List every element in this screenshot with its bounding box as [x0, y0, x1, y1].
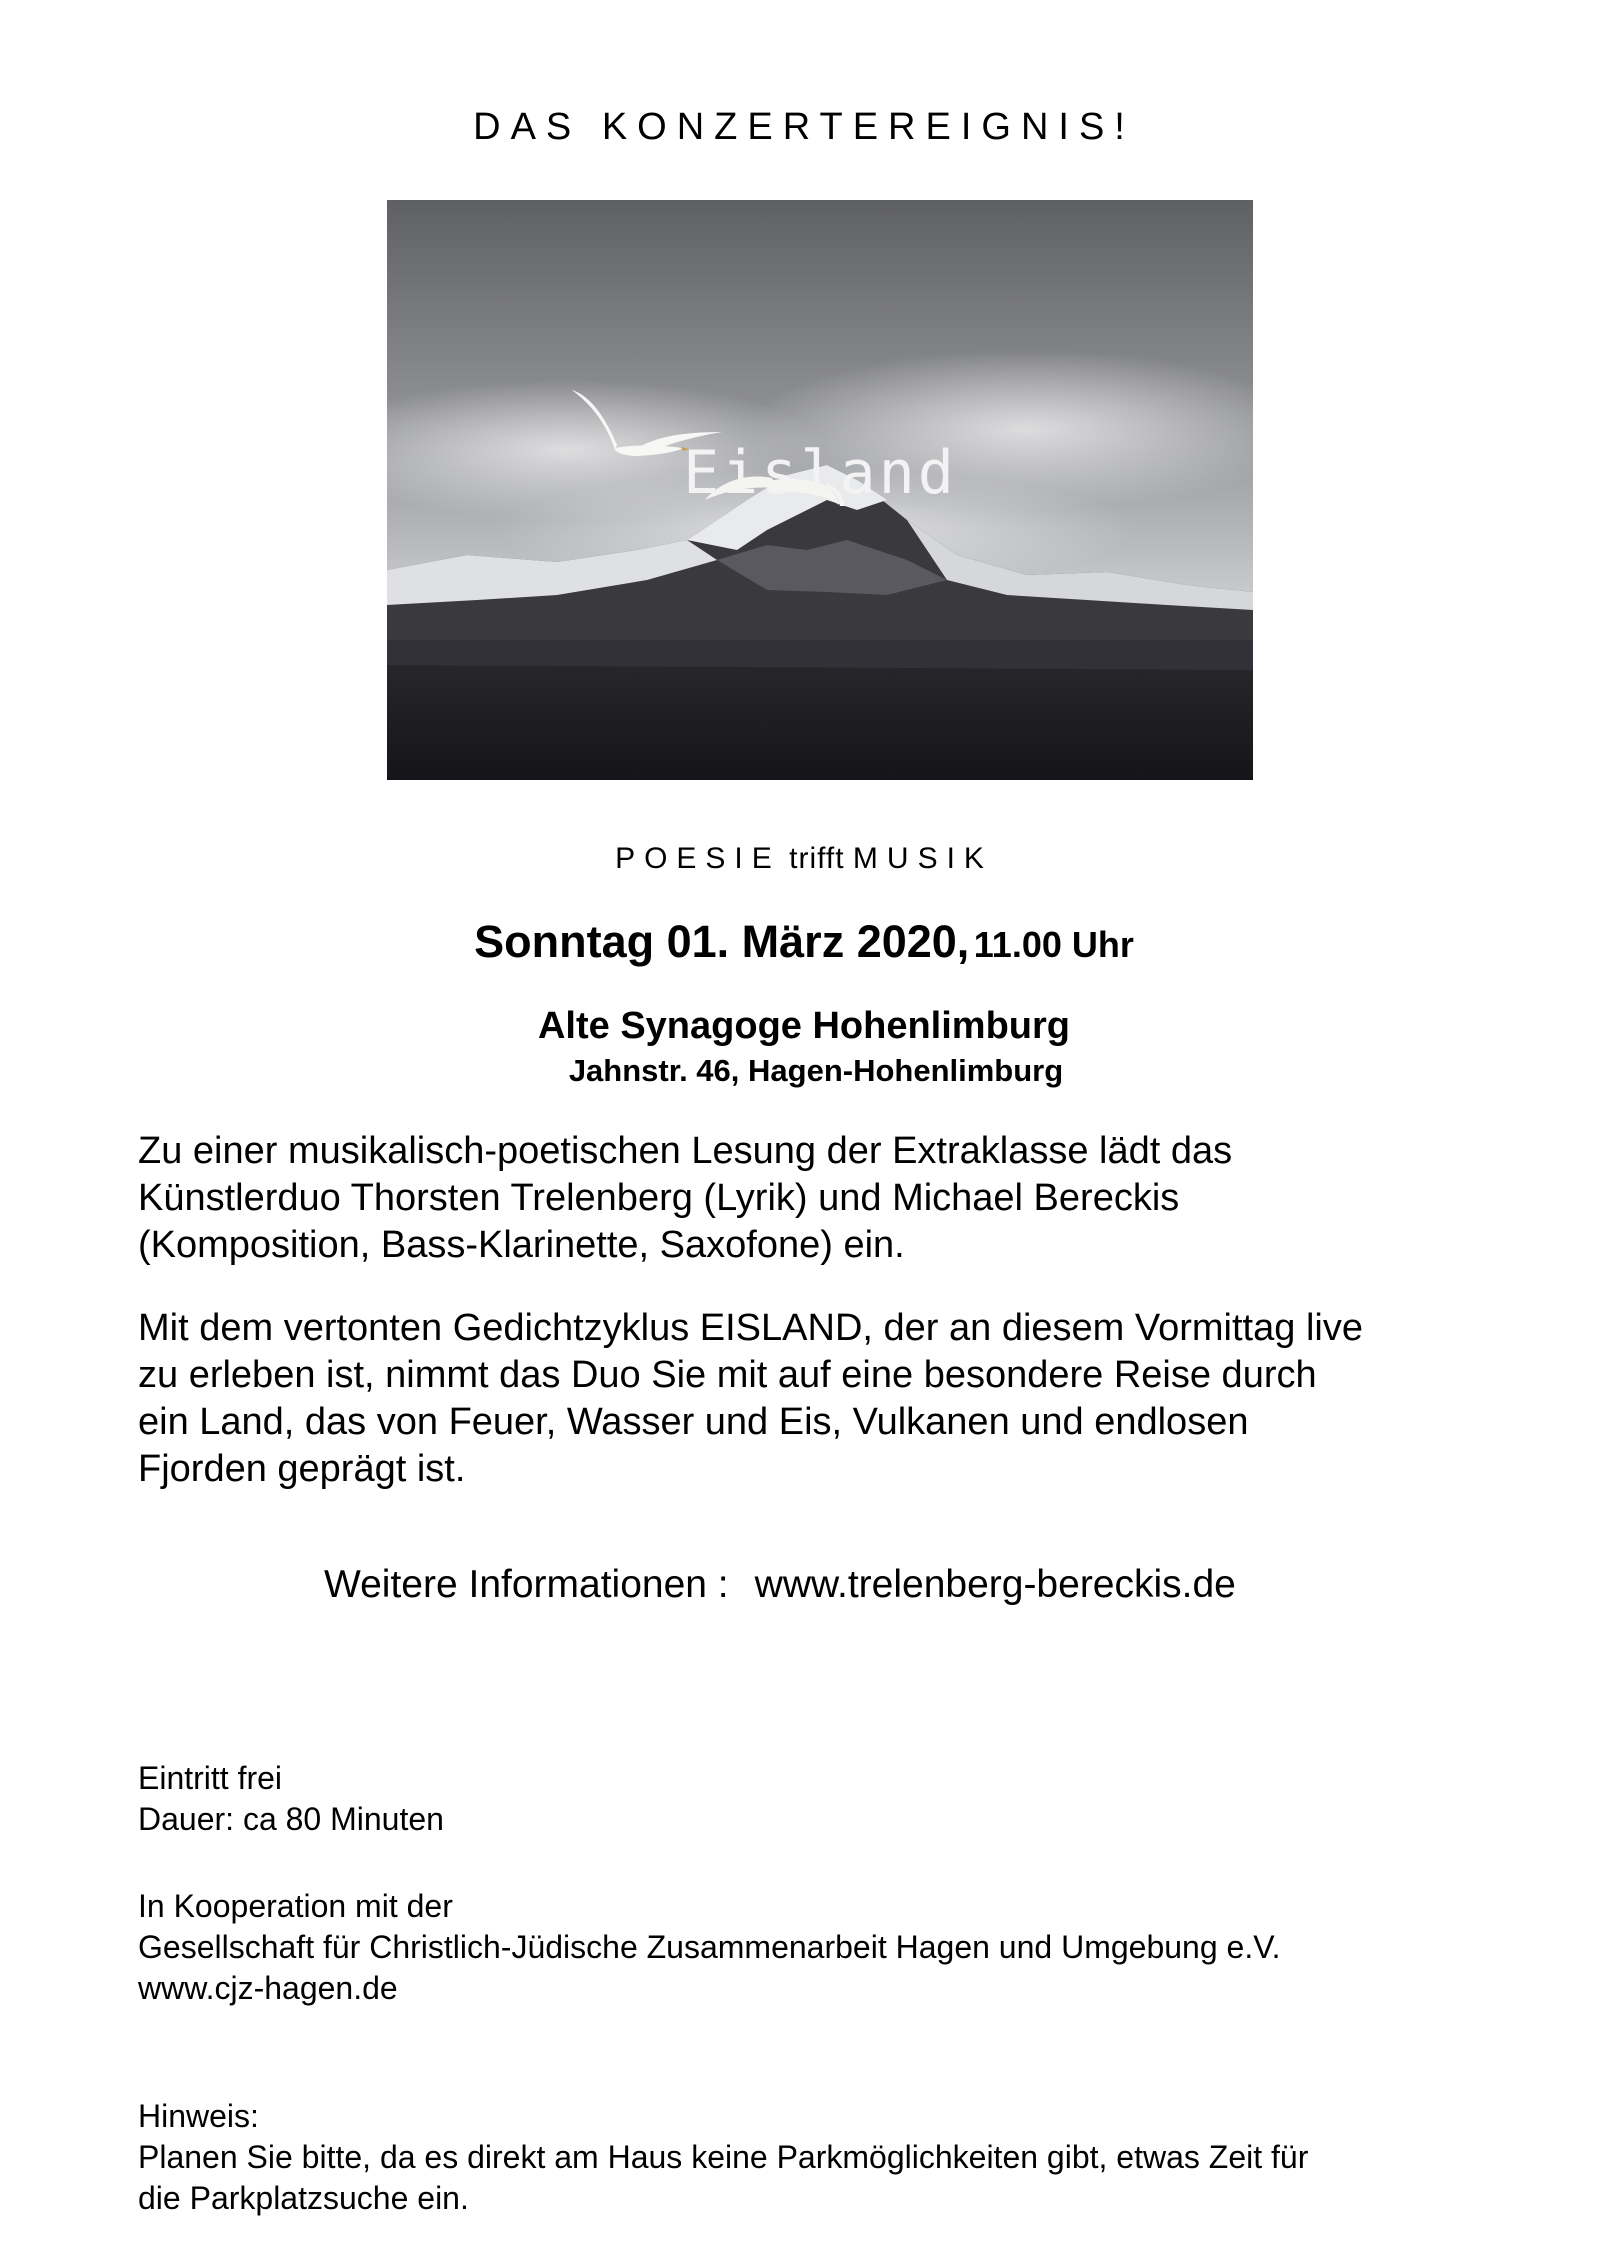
program-line: Fjorden geprägt ist. — [138, 1448, 466, 1490]
cooperation-link[interactable]: www.cjz-hagen.de — [138, 1970, 398, 2006]
intro-line: Künstlerduo Thorsten Trelenberg (Lyrik) und Michael Bereckis — [138, 1177, 1180, 1219]
tagline-musik: MUSIK — [852, 842, 993, 875]
event-date-text: Sonntag 01. März 2020, — [474, 916, 970, 967]
note-line: die Parkplatzsuche ein. — [138, 2180, 469, 2216]
more-info-label: Weitere Informationen : — [324, 1563, 729, 1606]
more-info — [324, 1560, 1236, 1610]
intro-line: (Komposition, Bass-Klarinette, Saxofone) ein. — [138, 1224, 905, 1266]
tagline — [0, 839, 1608, 879]
tagline-poesie: POESIE — [615, 842, 781, 875]
program-paragraph — [138, 1305, 1518, 1493]
poster-image — [387, 200, 1253, 780]
cooperation — [138, 1886, 1281, 2009]
note-heading: Hinweis: — [138, 2098, 259, 2134]
tagline-trifft: trifft — [789, 842, 845, 875]
parking-note — [138, 2096, 1308, 2219]
cooperation-intro: In Kooperation mit der — [138, 1888, 453, 1924]
duration: Dauer: ca 80 Minuten — [138, 1801, 444, 1837]
program-line: ein Land, das von Feuer, Wasser und Eis, Vulkanen und endlosen — [138, 1401, 1249, 1443]
program-line: zu erleben ist, nimmt das Duo Sie mit auf eine besondere Reise durch — [138, 1354, 1317, 1396]
intro-line: Zu einer musikalisch-poetischen Lesung der Extraklasse lädt das — [138, 1130, 1233, 1172]
event-details — [138, 1758, 444, 1840]
more-info-link[interactable]: www.trelenberg-bereckis.de — [754, 1563, 1236, 1606]
event-time: 11.00 Uhr — [973, 924, 1134, 965]
event-date — [0, 914, 1608, 981]
intro-paragraph — [138, 1128, 1518, 1269]
cooperation-partner: Gesellschaft für Christlich-Jüdische Zusammenarbeit Hagen und Umgebung e.V. — [138, 1929, 1281, 1965]
entry-fee: Eintritt frei — [138, 1760, 283, 1796]
venue-address: Jahnstr. 46, Hagen-Hohenlimburg — [568, 1053, 1064, 1088]
note-line: Planen Sie bitte, da es direkt am Haus keine Parkmöglichkeiten gibt, etwas Zeit für — [138, 2139, 1309, 2175]
venue-name: Alte Synagoge Hohenlimburg — [537, 1005, 1071, 1047]
headline: DAS KONZERTEREIGNIS! — [473, 106, 1135, 148]
program-line: Mit dem vertonten Gedichtzyklus EISLAND, der an diesem Vormittag live — [138, 1307, 1363, 1349]
poster-title: Eisland — [683, 438, 957, 508]
